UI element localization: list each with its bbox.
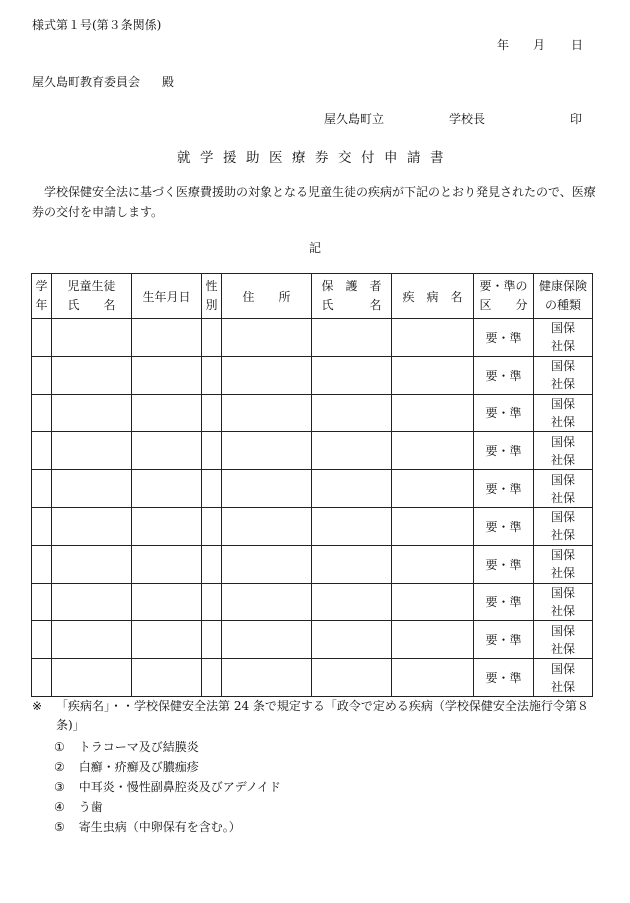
table-row — [32, 432, 593, 470]
cell-disease[interactable] — [392, 507, 474, 545]
header-address: 住 所 — [222, 274, 312, 319]
cell-birthdate[interactable] — [132, 507, 202, 545]
insurance-shaho: 社保 — [550, 641, 575, 656]
notes — [32, 697, 42, 716]
note-main-cont: 条)」 — [56, 718, 85, 732]
cell-disease[interactable] — [392, 356, 474, 394]
school-prefix: 屋久島町立 — [324, 112, 385, 126]
cell-grade[interactable] — [32, 356, 52, 394]
cell-insurance[interactable] — [534, 621, 593, 659]
cell-address[interactable] — [222, 356, 312, 394]
cell-disease[interactable] — [392, 319, 474, 357]
cell-insurance[interactable] — [534, 545, 593, 583]
insurance-kokuho: 国保 — [550, 396, 575, 411]
cell-address[interactable] — [222, 583, 312, 621]
cell-insurance[interactable] — [534, 432, 593, 470]
cell-sex[interactable] — [202, 621, 222, 659]
header-guardian: 保 護 者 氏 名 — [312, 274, 392, 319]
cell-grade[interactable] — [32, 319, 52, 357]
cell-disease[interactable] — [392, 394, 474, 432]
insurance-kokuho: 国保 — [550, 359, 575, 374]
insurance-shaho: 社保 — [550, 603, 575, 618]
cell-address[interactable] — [222, 545, 312, 583]
cell-birthdate[interactable] — [132, 319, 202, 357]
honorific: 殿 — [162, 75, 175, 89]
table-row — [32, 319, 593, 357]
note-item: ③ 中耳炎・慢性副鼻腔炎及びアデノイド — [54, 780, 281, 794]
cell-birthdate[interactable] — [132, 432, 202, 470]
cell-student-name[interactable] — [52, 545, 132, 583]
cell-student-name[interactable] — [52, 319, 132, 357]
cell-category[interactable]: 要・準 — [474, 432, 534, 470]
cell-insurance[interactable] — [534, 507, 593, 545]
cell-sex[interactable] — [202, 470, 222, 508]
cell-insurance[interactable] — [534, 356, 593, 394]
cell-guardian[interactable] — [312, 356, 392, 394]
cell-insurance[interactable] — [534, 470, 593, 508]
cell-grade[interactable] — [32, 507, 52, 545]
cell-guardian[interactable] — [312, 545, 392, 583]
cell-student-name[interactable] — [52, 356, 132, 394]
header-disease: 疾 病 名 — [392, 274, 474, 319]
cell-grade[interactable] — [32, 659, 52, 697]
insurance-shaho: 社保 — [550, 490, 575, 505]
cell-sex[interactable] — [202, 659, 222, 697]
table-row — [32, 507, 593, 545]
cell-guardian[interactable] — [312, 621, 392, 659]
cell-address[interactable] — [222, 470, 312, 508]
cell-birthdate[interactable] — [132, 621, 202, 659]
cell-insurance[interactable] — [534, 583, 593, 621]
cell-category[interactable]: 要・準 — [474, 394, 534, 432]
cell-student-name[interactable] — [52, 659, 132, 697]
header-grade: 学 年 — [32, 274, 52, 319]
cell-guardian[interactable] — [312, 432, 392, 470]
form-number: 様式第１号(第３条関係) — [32, 18, 162, 32]
table-row — [32, 621, 593, 659]
cell-student-name[interactable] — [52, 507, 132, 545]
cell-guardian[interactable] — [312, 394, 392, 432]
cell-disease[interactable] — [392, 621, 474, 659]
intro-paragraph: 学校保健安全法に基づく医療費援助の対象となる児童生徒の疾病が下記のとおり発見されたので、医療券の交付を申請します。 — [32, 185, 596, 219]
note-mark: ※ — [32, 699, 43, 713]
ki-heading: 記 — [308, 241, 321, 255]
cell-guardian[interactable] — [312, 319, 392, 357]
cell-student-name[interactable] — [52, 470, 132, 508]
date-year-label: 年 — [497, 38, 510, 52]
cell-sex[interactable] — [202, 356, 222, 394]
cell-guardian[interactable] — [312, 659, 392, 697]
insurance-kokuho: 国保 — [550, 548, 575, 563]
insurance-shaho: 社保 — [550, 339, 575, 354]
seal-mark: 印 — [570, 112, 583, 126]
cell-insurance[interactable] — [534, 319, 593, 357]
cell-sex[interactable] — [202, 319, 222, 357]
header-birthdate: 生年月日 — [132, 274, 202, 319]
cell-guardian[interactable] — [312, 507, 392, 545]
document-title: 就学援助医療券交付申請書 — [177, 150, 453, 166]
cell-grade[interactable] — [32, 394, 52, 432]
header-insurance: 健康保険 の種類 — [534, 274, 593, 319]
cell-birthdate[interactable] — [132, 394, 202, 432]
table-row — [32, 470, 593, 508]
date-day-label: 日 — [571, 38, 584, 52]
cell-category[interactable]: 要・準 — [474, 356, 534, 394]
insurance-kokuho: 国保 — [550, 472, 575, 487]
insurance-kokuho: 国保 — [550, 321, 575, 336]
cell-address[interactable] — [222, 394, 312, 432]
header-student-name: 児童生徒 氏 名 — [52, 274, 132, 319]
cell-birthdate[interactable] — [132, 356, 202, 394]
cell-category[interactable]: 要・準 — [474, 319, 534, 357]
cell-disease[interactable] — [392, 659, 474, 697]
date-month-label: 月 — [533, 38, 546, 52]
header-sex: 性 別 — [202, 274, 222, 319]
cell-address[interactable] — [222, 432, 312, 470]
table-row — [32, 545, 593, 583]
cell-sex[interactable] — [202, 545, 222, 583]
cell-guardian[interactable] — [312, 470, 392, 508]
note-item: ① トラコーマ及び結膜炎 — [54, 740, 199, 754]
cell-student-name[interactable] — [52, 394, 132, 432]
insurance-kokuho: 国保 — [550, 510, 575, 525]
insurance-shaho: 社保 — [550, 414, 575, 429]
cell-disease[interactable] — [392, 545, 474, 583]
cell-sex[interactable] — [202, 507, 222, 545]
insurance-kokuho: 国保 — [550, 585, 575, 600]
cell-insurance[interactable] — [534, 394, 593, 432]
cell-sex[interactable] — [202, 432, 222, 470]
insurance-kokuho: 国保 — [550, 661, 575, 676]
cell-birthdate[interactable] — [132, 545, 202, 583]
cell-birthdate[interactable] — [132, 583, 202, 621]
cell-category[interactable]: 要・準 — [474, 545, 534, 583]
cell-address[interactable] — [222, 507, 312, 545]
table-row — [32, 659, 593, 697]
note-item: ⑤ 寄生虫病（中卵保有を含む。） — [54, 820, 241, 834]
principal-label: 学校長 — [449, 112, 486, 126]
cell-grade[interactable] — [32, 583, 52, 621]
table-header-row — [32, 274, 593, 319]
cell-sex[interactable] — [202, 583, 222, 621]
cell-address[interactable] — [222, 621, 312, 659]
insurance-kokuho: 国保 — [550, 623, 575, 638]
insurance-shaho: 社保 — [550, 528, 575, 543]
insurance-shaho: 社保 — [550, 566, 575, 581]
insurance-shaho: 社保 — [550, 377, 575, 392]
cell-grade[interactable] — [32, 432, 52, 470]
cell-student-name[interactable] — [52, 432, 132, 470]
cell-category[interactable]: 要・準 — [474, 470, 534, 508]
cell-student-name[interactable] — [52, 583, 132, 621]
cell-category[interactable]: 要・準 — [474, 583, 534, 621]
table-row — [32, 356, 593, 394]
cell-category[interactable]: 要・準 — [474, 659, 534, 697]
application-table — [31, 273, 593, 697]
cell-address[interactable] — [222, 659, 312, 697]
cell-category[interactable]: 要・準 — [474, 621, 534, 659]
cell-disease[interactable] — [392, 470, 474, 508]
insurance-shaho: 社保 — [550, 452, 575, 467]
header-category: 要・準の 区 分 — [474, 274, 534, 319]
note-main: 「疾病名」・・学校保健安全法第 24 条で規定する「政令で定める疾病（学校保健安全法施行令第８ — [56, 699, 589, 713]
note-item: ④ う歯 — [54, 800, 103, 814]
table-row — [32, 394, 593, 432]
cell-category[interactable]: 要・準 — [474, 507, 534, 545]
cell-student-name[interactable] — [52, 621, 132, 659]
addressee-name: 屋久島町教育委員会 — [32, 75, 141, 89]
insurance-shaho: 社保 — [550, 679, 575, 694]
insurance-kokuho: 国保 — [550, 434, 575, 449]
cell-insurance[interactable] — [534, 659, 593, 697]
cell-guardian[interactable] — [312, 583, 392, 621]
cell-birthdate[interactable] — [132, 470, 202, 508]
table-row — [32, 583, 593, 621]
cell-disease[interactable] — [392, 583, 474, 621]
addressee — [32, 73, 174, 90]
cell-sex[interactable] — [202, 394, 222, 432]
cell-grade[interactable] — [32, 470, 52, 508]
cell-grade[interactable] — [32, 545, 52, 583]
cell-birthdate[interactable] — [132, 659, 202, 697]
note-item: ② 白癬・疥癬及び膿痂疹 — [54, 760, 199, 774]
cell-address[interactable] — [222, 319, 312, 357]
cell-grade[interactable] — [32, 621, 52, 659]
cell-disease[interactable] — [392, 432, 474, 470]
